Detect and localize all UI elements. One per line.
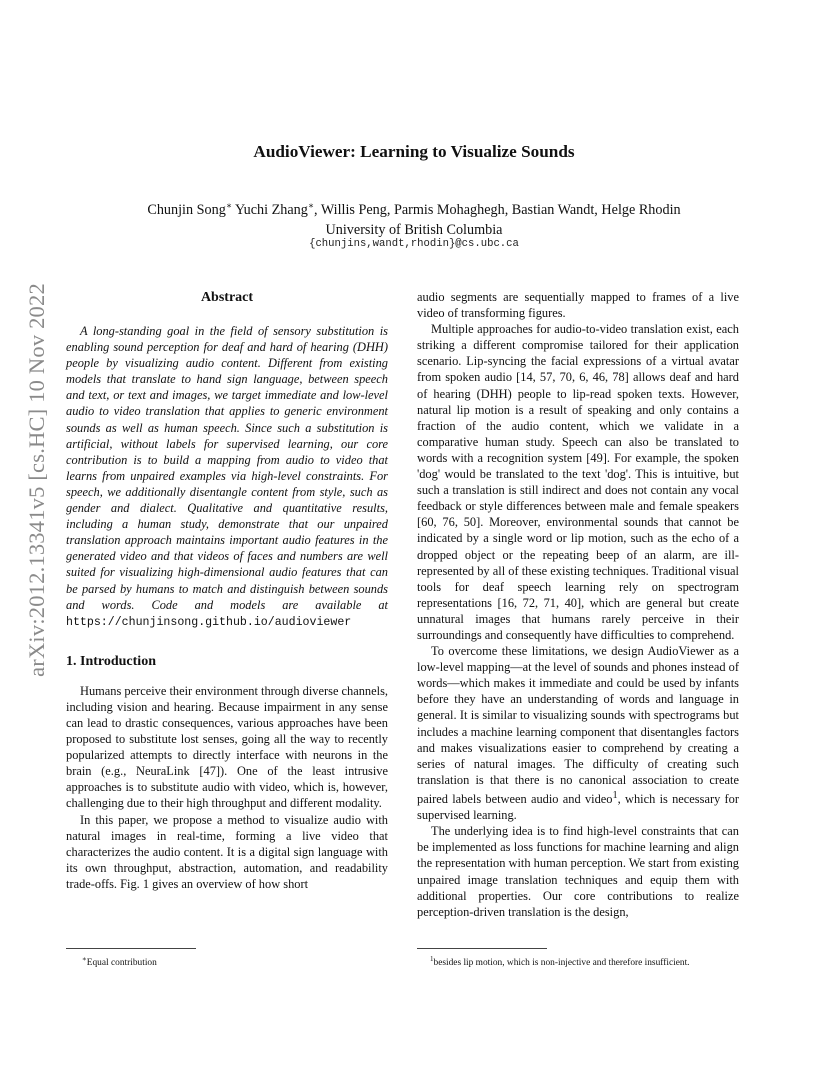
right-column [417,289,739,920]
author-block [0,195,828,240]
arxiv-identifier-text: arXiv:2012.13341v5 [cs.HC] 10 Nov 2022 [24,283,49,677]
code-link[interactable]: https://chunjinsong.github.io/audioviewer [66,615,352,629]
footnote-mark: 1 [430,955,434,963]
footnote-text: Equal contribution [86,958,157,969]
author-yuchi-zhang: Yuchi Zhang [234,201,308,218]
abstract-text [66,323,388,631]
right-paragraph-continued: audio segments are sequentially mapped to frames of a live video of transforming figures. [417,290,739,321]
footnote-mark: ∗ [82,955,87,963]
right-paragraph-2-body: To overcome these limitations, we design AudioViewer as a low-level mapping—at the level of sounds and phones instead of words—which makes it immediate and could be used by infants before they have an understanding of words and language in general. It is similar to visualizing sounds with spectrograms but includes a machine learning component that disentangles factors and makes visualizations easier to comprehend by creating a series of natural images. The difficulty of creating such translation is that there is no canonical association to create paired labels between audio and video [417,644,739,807]
author-chunjin-song: Chunjin Song [147,201,226,218]
equal-contribution-mark: ∗ [307,200,314,210]
abstract-heading: Abstract [200,290,254,305]
paper-title: AudioViewer: Learning to Visualize Sounds [253,142,575,161]
intro-paragraph-1: Humans perceive their environment through diverse channels, including vision and hearing. Because impairment in any sense can lead to drastic consequences, various approaches have been proposed to substitute lost senses, going all the way to recently popularized attempts to directly interface with neurons in the brain (e.g., NeuraLink [47]). One of the least intrusive approaches is to substitute audio with video, which is, however, challenging due to their high throughput and different modality. [66,683,388,811]
right-paragraph-3: The underlying idea is to find high-level constraints that can be implemented as loss functions for machine learning and align the representation with human perception. We start from existing unpaired image translation techniques and equip them with additional properties. Our core contributions to realize perception-driven translation is the design, [417,824,739,919]
footnote-lip-motion [430,953,690,969]
author-email: {chunjins,wandt,rhodin}@cs.ubc.ca [309,238,519,250]
equal-contribution-mark: ∗ [225,200,232,210]
footnote-divider-left [66,948,196,949]
footnote-text: besides lip motion, which is non-injective and therefore insufficient. [433,958,690,969]
right-paragraph-1: Multiple approaches for audio-to-video translation exist, each striking a different compromise tailored for their application scenario. Lip-syncing the facial expressions of a virtual avatar from spoken audio [14, 57, 70, 6, 46, 78] allows deaf and hard of hearing (DHH) people to lip-read spoken texts. However, natural lip motion is a result of speaking and only contains a fraction of the audio content, which we validate in a comparative human study. Speech can also be translated to words with a recognition system [49]. For example, the spoken 'dog' would be translated to the text 'dog'. This is intuitive, but such a translation is still indirect and does not contain any vocal feedback or style differences between male and female speakers [60, 76, 50]. Moreover, environmental sounds that cannot be indicated by a single word or lip motion, such as the echo of a dropped object or the repeating beep of an alarm, are ill-represented by all of these existing techniques. Traditional visual tools for deaf speech learning rely on spectrogram representations [16, 72, 71, 40], which are general but create unnatural images that humans rarely perceive in their surroundings and consequently have difficulties to comprehend. [417,322,739,642]
abstract-body: A long-standing goal in the field of sensory substitution is enabling sound perception for deaf and hard of hearing (DHH) people by visualizing audio content. Different from existing models that translate to hand sign language, between speech and text, or text and images, we target immediate and low-level audio to video translation that applies to generic environment sounds as well as human speech. Since such a substitution is artificial, without labels for supervised learning, our core contribution is to build a mapping from audio to video that learns from unpaired examples via high-level constraints. For speech, we additionally disentangle content from style, such as gender and dialect. Qualitative and quantitative results, including a human study, demonstrate that our unpaired translation approach maintains important audio features in the generated video and that videos of faces and numbers are well suited for visualizing high-dimensional audio features that can be parsed by humans to match and distinguish between sounds and words. Code and models are available at [66,324,388,612]
footnote-equal-contribution [82,953,157,969]
intro-paragraph-2: In this paper, we propose a method to visualize audio with natural images in real-time, forming a live video that characterizes the audio content. It is a digital sign language with its own throughput, abstraction, automation, and readability trade-offs. Fig. 1 gives an overview of how short [66,812,388,891]
left-column [66,289,388,892]
footnote-divider-right [417,948,547,949]
right-paragraph-2 [417,643,739,823]
author-list-rest: , Willis Peng, Parmis Mohaghegh, Bastian Wandt, Helge Rhodin [314,201,681,218]
author-list [147,202,680,218]
affiliation: University of British Columbia [325,221,503,238]
footnote-mark-1: 1 [612,789,618,801]
introduction-heading: 1. Introduction [66,653,156,669]
right-paragraph-2-end: , which is necessary for supervised learning. [417,792,739,823]
